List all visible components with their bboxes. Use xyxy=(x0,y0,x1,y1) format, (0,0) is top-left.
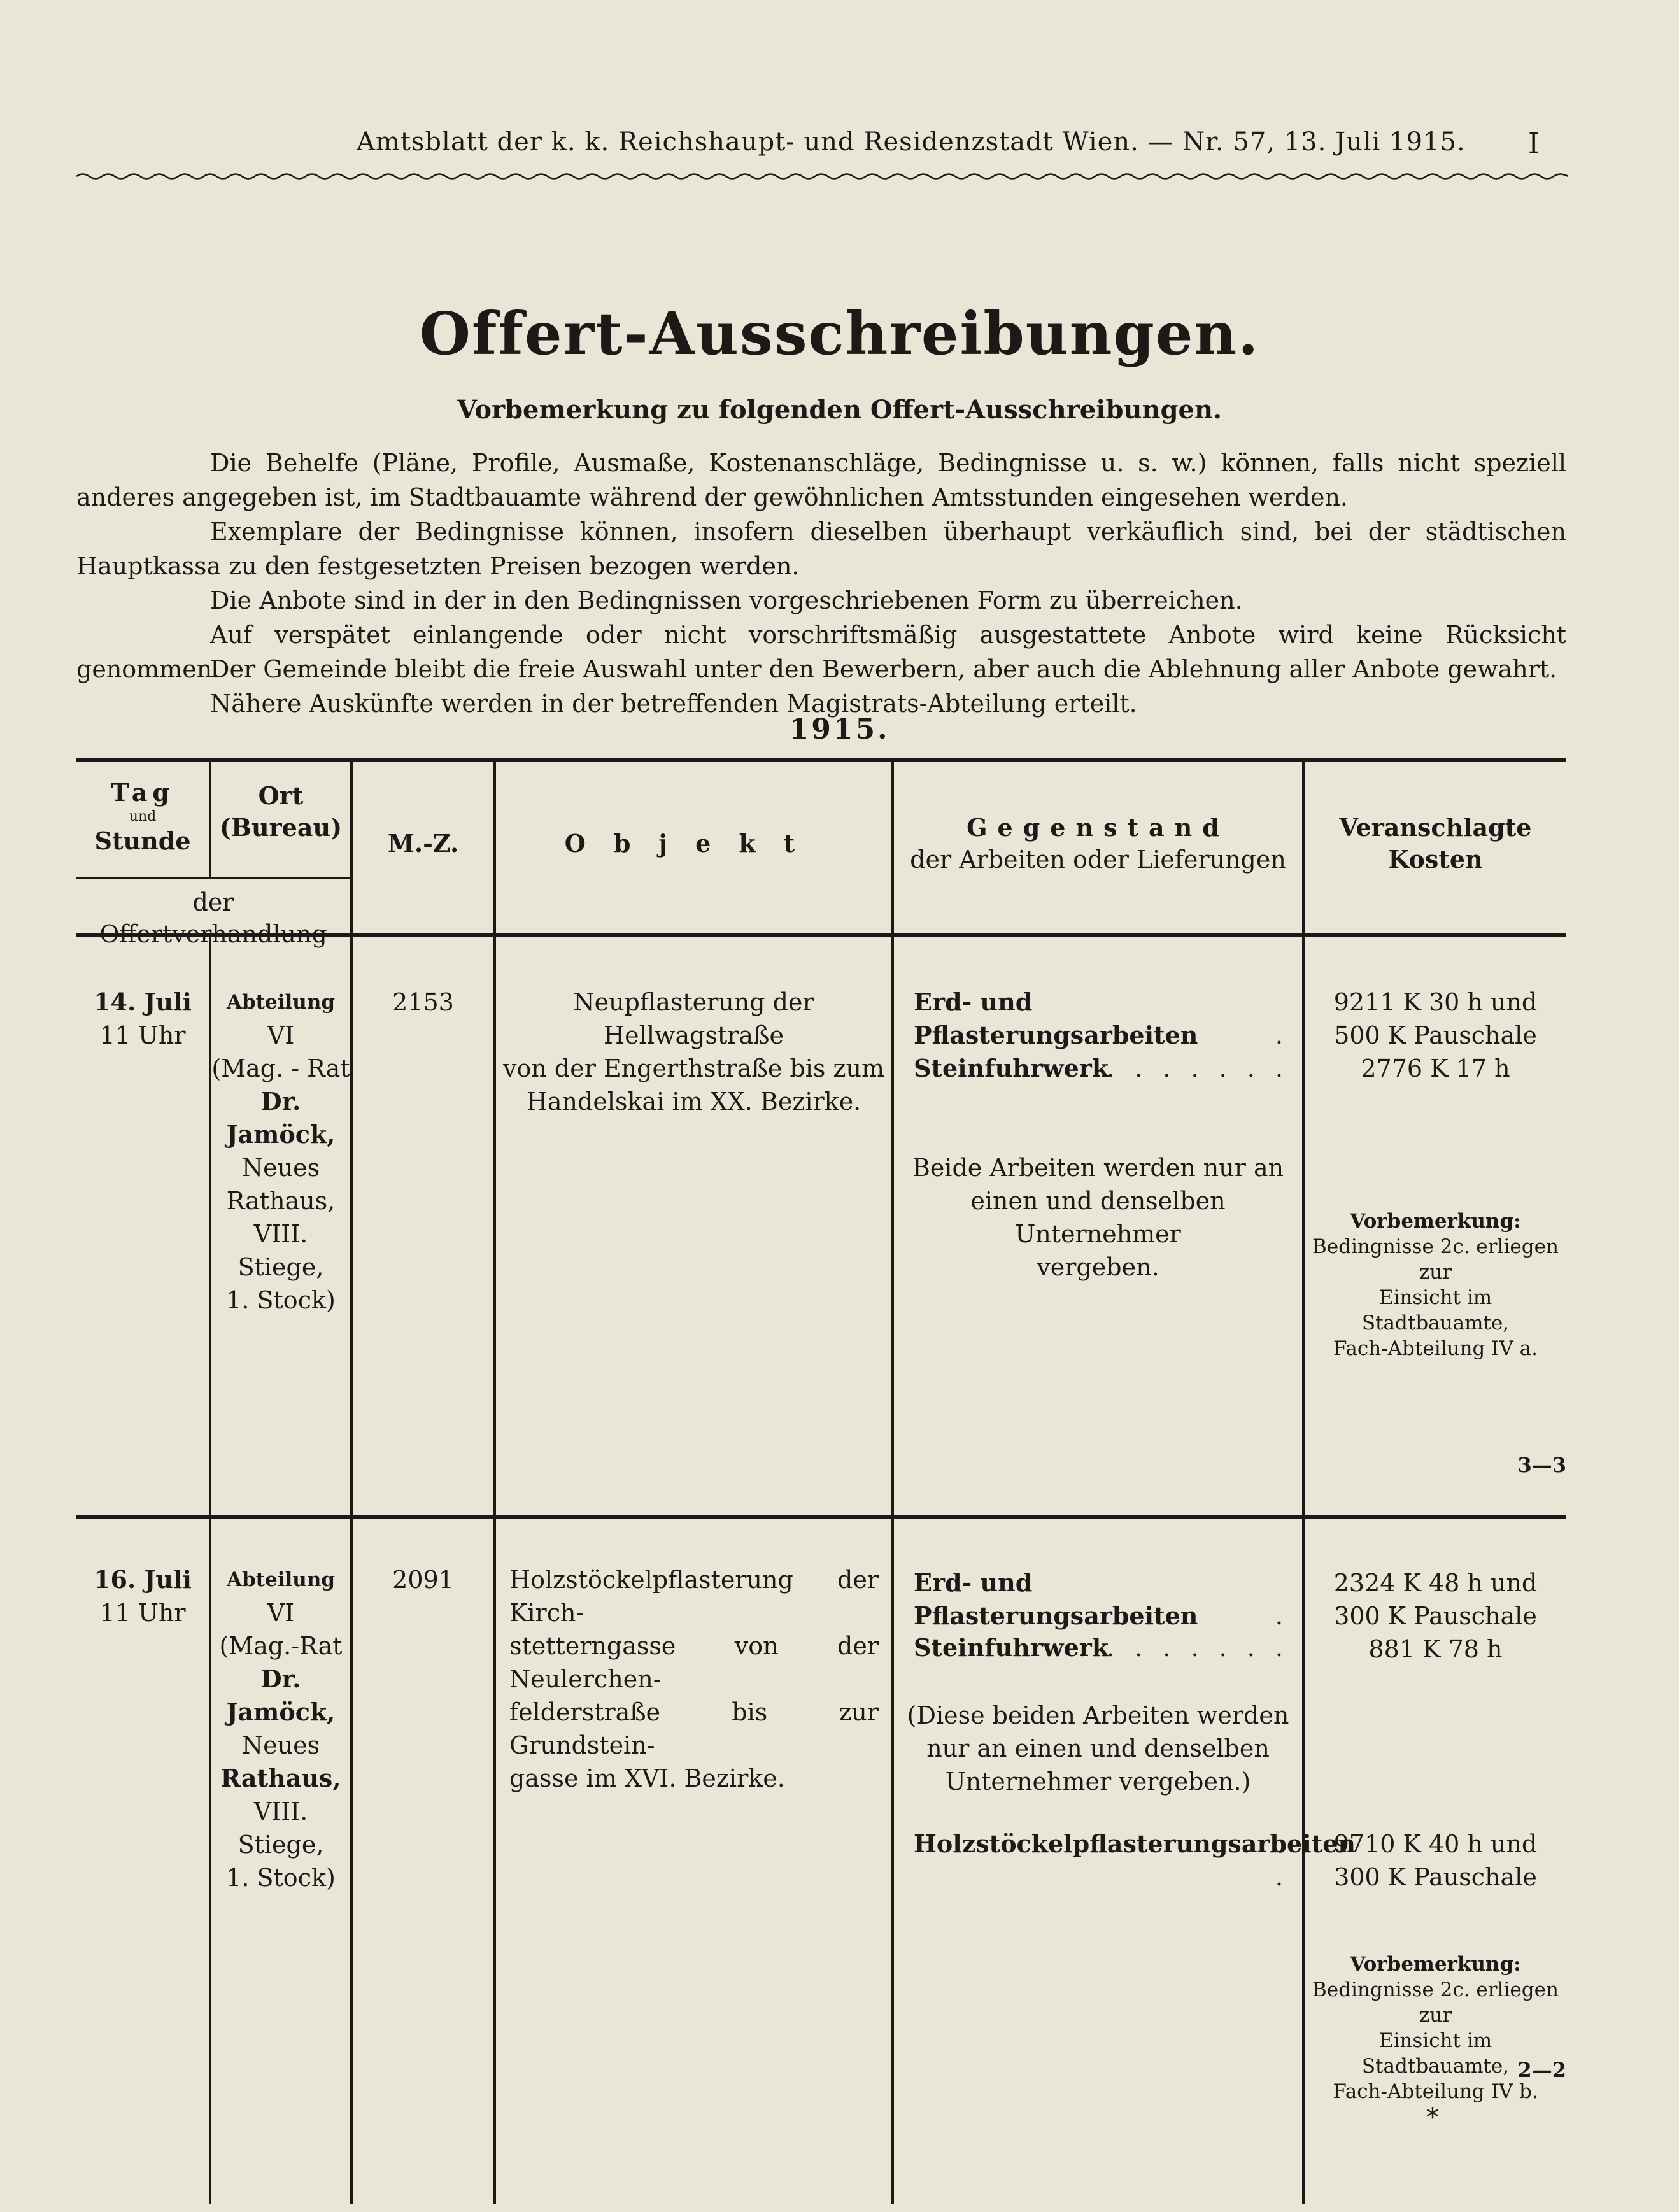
preamble-paragraph: Nähere Auskünfte werden in der betreffenden Magistrats-Abteilung erteilt. xyxy=(210,690,1137,718)
table-row-2-ort xyxy=(211,1563,350,1894)
header-ort-label: Ort xyxy=(258,781,304,810)
note-line: (Diese beiden Arbeiten werden xyxy=(907,1701,1289,1729)
preamble-heading: Vorbemerkung zu folgenden Offert-Ausschreibungen. xyxy=(457,395,1222,425)
objekt-line: stetterngasse von der Neulerchen- xyxy=(509,1632,879,1693)
vorbemerkung-line: Fach-Abteilung IV a. xyxy=(1333,1337,1538,1360)
item-label: Steinfuhrwerk xyxy=(914,1054,1109,1082)
year-heading: 1915. xyxy=(789,713,890,746)
note-line: vergeben. xyxy=(1037,1253,1159,1281)
vorbemerkung-line: Fach-Abteilung IV b. xyxy=(1333,2080,1538,2103)
note-line: einen und denselben Unternehmer xyxy=(970,1187,1226,1248)
ort-line: (Mag.-Rat xyxy=(219,1632,343,1660)
objekt-line: Neupflasterung der Hellwagstraße xyxy=(573,988,814,1049)
row-costs xyxy=(1305,1827,1566,1894)
header-und: und xyxy=(129,809,157,825)
column-divider xyxy=(891,762,894,2204)
ort-line: Rathaus, xyxy=(220,1764,341,1792)
header-gegenstand-label: Gegenstand xyxy=(967,813,1229,842)
ort-line: VI xyxy=(267,1599,295,1627)
note-line: Unternehmer vergeben.) xyxy=(945,1768,1251,1796)
ort-line: VIII. xyxy=(253,1220,308,1248)
header-gegenstand-sub: der Arbeiten oder Lieferungen xyxy=(910,846,1286,874)
header-mz: M.-Z. xyxy=(387,829,459,858)
row-note xyxy=(894,1699,1302,1798)
ort-line: 1. Stock) xyxy=(226,1286,336,1314)
row-time: 11 Uhr xyxy=(99,1599,186,1627)
item-label: Holzstöckelpflasterungsarbeiten xyxy=(914,1829,1356,1858)
row-date: 16. Juli xyxy=(94,1565,192,1594)
ort-line: Neues xyxy=(241,1731,320,1759)
cost-line: 300 K Pauschale xyxy=(1334,1863,1537,1891)
cost-line: 2324 K 48 h und xyxy=(1333,1569,1538,1597)
row-mz: 2153 xyxy=(392,988,454,1016)
header-tag-stunde xyxy=(76,777,209,857)
header-tag: Tag xyxy=(111,778,174,807)
header-objekt: Objekt xyxy=(564,829,823,858)
preamble-paragraph: Auf verspätet einlangende oder nicht vorschriftsmäßig ausgestattete Anbote wird keine Rücksicht genommen. xyxy=(76,621,1566,683)
footer-mark: * xyxy=(1426,2103,1439,2132)
preamble-paragraph: Exemplare der Bedingnisse können, insofern dieselben überhaupt verkäuflich sind, bei der städtischen Hauptkassa zu den festgesetzten Preisen bezogen werden. xyxy=(76,518,1566,580)
cost-line: 881 K 78 h xyxy=(1368,1635,1503,1663)
header-stunde: Stunde xyxy=(94,826,191,855)
item-dots: . xyxy=(1275,1021,1289,1049)
row-costs xyxy=(1305,986,1566,1085)
table-top-rule xyxy=(76,758,1566,762)
ort-line: Stiege, xyxy=(237,1831,324,1859)
header-ort xyxy=(211,780,350,844)
row-costs xyxy=(1305,1566,1566,1666)
ort-line: Dr. Jamöck, xyxy=(226,1087,336,1149)
ort-line: Abteilung xyxy=(226,991,336,1014)
ort-line: (Mag. - Rat xyxy=(211,1054,350,1082)
gegenstand-item xyxy=(914,1631,1289,1664)
vorbemerkung-line: Bedingnisse 2c. erliegen zur xyxy=(1312,1978,1559,2027)
header-kosten-line2: Kosten xyxy=(1388,845,1483,874)
item-label: Erd- und Pflasterungsarbeiten xyxy=(914,988,1198,1049)
row-note xyxy=(894,1151,1302,1284)
vorbemerkung-line: Einsicht im Stadtbauamte, xyxy=(1361,1286,1510,1335)
table-row-1-objekt xyxy=(496,986,891,1118)
header-offertverhandlung: der Offertverhandlung xyxy=(99,888,327,948)
header-rule xyxy=(76,172,1568,181)
cost-line: 2776 K 17 h xyxy=(1361,1054,1510,1082)
objekt-line: felderstraße bis zur Grundstein- xyxy=(509,1698,879,1759)
row-date: 14. Juli xyxy=(94,988,192,1016)
vorbemerkung-line: Bedingnisse 2c. erliegen zur xyxy=(1312,1235,1559,1284)
objekt-line: Handelskai im XX. Bezirke. xyxy=(526,1088,861,1116)
preamble-paragraph: Die Behelfe (Pläne, Profile, Ausmaße, Kostenanschläge, Bedingnisse u. s. w.) können, falls nicht speziell anderes angegeben ist, im Stadtbauamte während der gewöhnlichen Amtsstunden eingesehen werden. xyxy=(76,449,1566,511)
objekt-line: Holzstöckelpflasterung der Kirch- xyxy=(509,1566,879,1627)
ort-line: VI xyxy=(267,1021,295,1049)
row-time: 11 Uhr xyxy=(99,1021,186,1049)
note-line: Beide Arbeiten werden nur an xyxy=(912,1154,1284,1182)
preamble-paragraph: Die Anbote sind in der in den Bedingnissen vorgeschriebenen Form zu überreichen. xyxy=(210,586,1243,614)
column-divider xyxy=(350,762,353,2204)
ort-line: Abteilung xyxy=(226,1568,336,1591)
row-mz: 2091 xyxy=(392,1566,454,1594)
cost-line: 9211 K 30 h und xyxy=(1333,988,1538,1016)
item-dots: . xyxy=(1275,1602,1289,1630)
header-sub-rule xyxy=(76,877,350,879)
header-kosten xyxy=(1305,812,1566,876)
vorbemerkung-title: Vorbemerkung: xyxy=(1350,1210,1521,1233)
cost-line: 9710 K 40 h und xyxy=(1333,1830,1538,1858)
header-gegenstand xyxy=(894,812,1302,876)
row-ref: 3—3 xyxy=(1517,1453,1566,1477)
cost-line: 300 K Pauschale xyxy=(1334,1602,1537,1630)
gegenstand-item xyxy=(914,1566,1289,1633)
objekt-line: von der Engerthstraße bis zum xyxy=(502,1054,885,1082)
ort-line: Rathaus, xyxy=(226,1187,336,1215)
gegenstand-item xyxy=(914,1827,1356,1891)
ort-line: Neues xyxy=(241,1154,320,1182)
vorbemerkung xyxy=(1305,1209,1566,1361)
gegenstand-item xyxy=(914,1052,1289,1085)
table-row-1-ort xyxy=(211,986,350,1317)
preamble-paragraph: Der Gemeinde bleibt die freie Auswahl unter den Bewerbern, aber auch die Ablehnung aller Anbote gewahrt. xyxy=(210,655,1557,683)
running-head xyxy=(0,127,1679,166)
item-label: Steinfuhrwerk xyxy=(914,1633,1109,1662)
ort-line: Dr. Jamöck, xyxy=(226,1664,336,1726)
objekt-line: gasse im XVI. Bezirke. xyxy=(509,1764,785,1792)
page-number: I xyxy=(1528,127,1540,160)
page-title: Offert-Ausschreibungen. xyxy=(419,299,1260,368)
item-dots: . . . . . . . . xyxy=(1078,1634,1289,1662)
ort-line: Stiege, xyxy=(237,1253,324,1281)
vorbemerkung-line: Einsicht im Stadtbauamte, xyxy=(1361,2029,1510,2078)
ort-line: VIII. xyxy=(253,1797,308,1826)
item-label: Erd- und Pflasterungsarbeiten xyxy=(914,1568,1198,1630)
header-kosten-line1: Veranschlagte xyxy=(1339,813,1532,842)
gegenstand-item xyxy=(914,986,1289,1052)
row-separator-rule xyxy=(76,1515,1566,1519)
vorbemerkung-title: Vorbemerkung: xyxy=(1350,1953,1521,1976)
item-dots: . xyxy=(1275,1863,1289,1891)
column-divider xyxy=(493,762,496,2204)
running-head-text: Amtsblatt der k. k. Reichshaupt- und Residenzstadt Wien. — Nr. 57, 13. Juli 1915. xyxy=(357,127,1466,157)
table-row-2-objekt xyxy=(509,1563,879,1795)
cost-line: 500 K Pauschale xyxy=(1334,1021,1537,1049)
ort-line: 1. Stock) xyxy=(226,1864,336,1892)
row-ref: 2—2 xyxy=(1517,2058,1566,2082)
table-row-2-date xyxy=(76,1563,209,1629)
table-row-1-date xyxy=(76,986,209,1052)
item-dots: . . . . . . . . xyxy=(1078,1054,1289,1082)
note-line: nur an einen und denselben xyxy=(926,1734,1270,1762)
header-bureau-label: (Bureau) xyxy=(219,813,343,842)
